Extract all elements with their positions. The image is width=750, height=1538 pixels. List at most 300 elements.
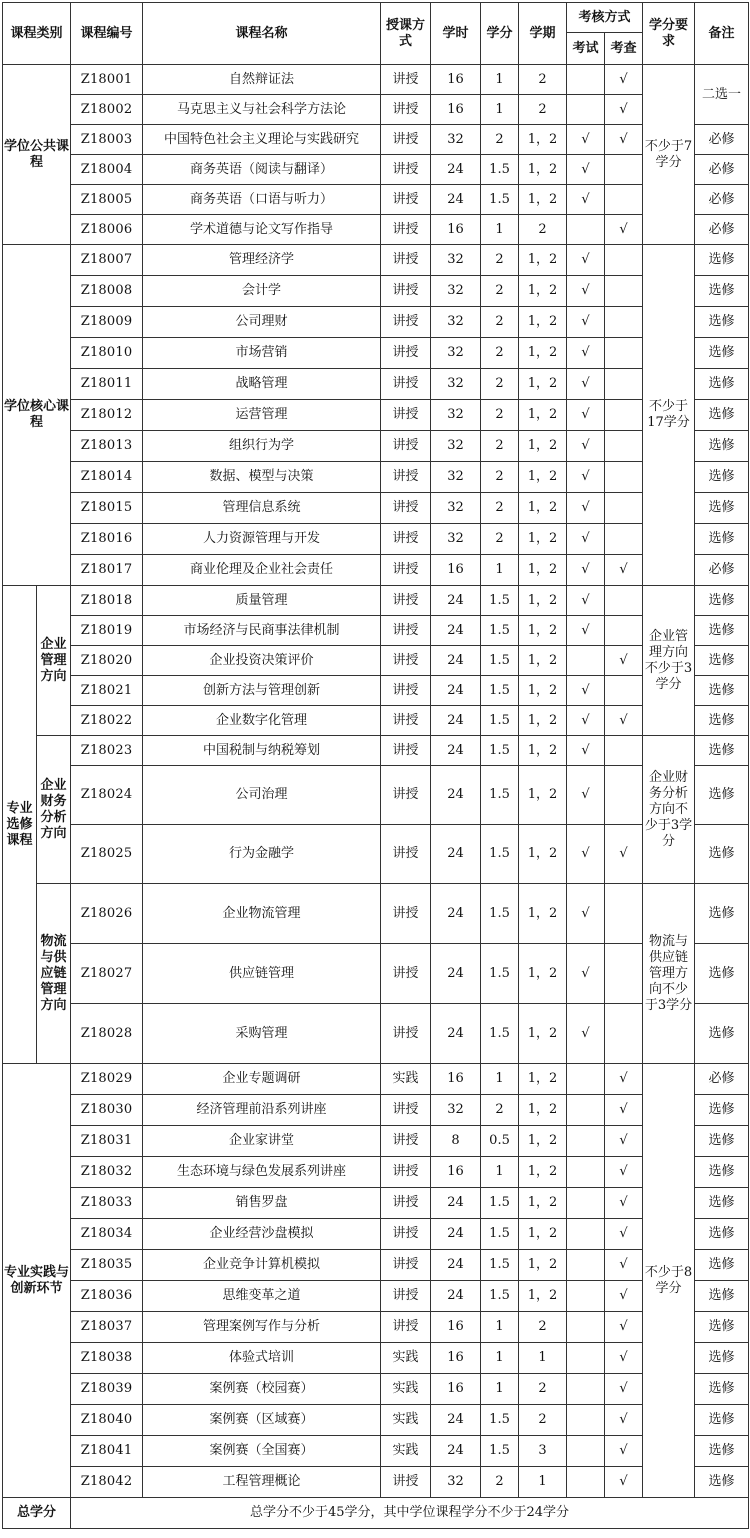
course-name: 销售罗盘 bbox=[143, 1188, 381, 1219]
table-row bbox=[3, 944, 749, 1004]
exam-check-mark: √ bbox=[567, 1004, 605, 1064]
course-code: Z18038 bbox=[71, 1343, 143, 1374]
course-note: 选修 bbox=[695, 524, 749, 555]
course-code: Z18037 bbox=[71, 1312, 143, 1343]
course-credits: 1.5 bbox=[481, 1405, 519, 1436]
course-credits: 1.5 bbox=[481, 825, 519, 884]
course-hours: 24 bbox=[431, 646, 481, 676]
course-note: 选修 bbox=[695, 369, 749, 400]
table-row bbox=[3, 155, 749, 185]
course-term: 1，2 bbox=[519, 369, 567, 400]
check-mark bbox=[605, 400, 643, 431]
course-code: Z18004 bbox=[71, 155, 143, 185]
check-mark bbox=[605, 1004, 643, 1064]
course-method: 讲授 bbox=[381, 616, 431, 646]
course-credits: 1.5 bbox=[481, 1004, 519, 1064]
course-name: 企业经营沙盘模拟 bbox=[143, 1219, 381, 1250]
course-code: Z18016 bbox=[71, 524, 143, 555]
course-note: 选修 bbox=[695, 1467, 749, 1498]
course-hours: 24 bbox=[431, 185, 481, 215]
course-hours: 24 bbox=[431, 586, 481, 616]
check-mark bbox=[605, 766, 643, 825]
check-mark bbox=[605, 462, 643, 493]
course-method: 讲授 bbox=[381, 95, 431, 125]
course-term: 1，2 bbox=[519, 431, 567, 462]
course-credits: 1 bbox=[481, 95, 519, 125]
check-mark bbox=[605, 944, 643, 1004]
table-row bbox=[3, 245, 749, 276]
check-mark: √ bbox=[605, 95, 643, 125]
course-method: 讲授 bbox=[381, 1157, 431, 1188]
course-method: 讲授 bbox=[381, 1095, 431, 1126]
check-mark bbox=[605, 369, 643, 400]
table-row bbox=[3, 1343, 749, 1374]
course-note: 选修 bbox=[695, 825, 749, 884]
course-note: 选修 bbox=[695, 338, 749, 369]
exam-check-mark bbox=[567, 1374, 605, 1405]
course-term: 1，2 bbox=[519, 1004, 567, 1064]
check-mark: √ bbox=[605, 1064, 643, 1095]
course-hours: 24 bbox=[431, 1219, 481, 1250]
course-hours: 32 bbox=[431, 307, 481, 338]
total-row bbox=[3, 1498, 749, 1529]
course-credits: 1.5 bbox=[481, 676, 519, 706]
course-method: 讲授 bbox=[381, 884, 431, 944]
course-method: 讲授 bbox=[381, 65, 431, 95]
course-code: Z18040 bbox=[71, 1405, 143, 1436]
course-term: 1，2 bbox=[519, 493, 567, 524]
credit-requirement-direction: 企业财务分析方向不少于3学分 bbox=[643, 736, 695, 884]
course-name: 案例赛（区域赛） bbox=[143, 1405, 381, 1436]
course-term: 1，2 bbox=[519, 736, 567, 766]
table-row bbox=[3, 462, 749, 493]
course-note: 选修 bbox=[695, 1250, 749, 1281]
course-name: 战略管理 bbox=[143, 369, 381, 400]
course-hours: 8 bbox=[431, 1126, 481, 1157]
course-hours: 16 bbox=[431, 95, 481, 125]
course-name: 案例赛（全国赛） bbox=[143, 1436, 381, 1467]
exam-check-mark bbox=[567, 1157, 605, 1188]
course-hours: 32 bbox=[431, 400, 481, 431]
check-mark: √ bbox=[605, 215, 643, 245]
table-header bbox=[3, 3, 749, 65]
course-term: 1，2 bbox=[519, 1095, 567, 1126]
course-name: 中国税制与纳税筹划 bbox=[143, 736, 381, 766]
exam-check-mark bbox=[567, 1405, 605, 1436]
course-method: 讲授 bbox=[381, 1004, 431, 1064]
course-hours: 24 bbox=[431, 1281, 481, 1312]
exam-check-mark: √ bbox=[567, 493, 605, 524]
table-body bbox=[3, 65, 749, 1529]
course-credits: 1.5 bbox=[481, 766, 519, 825]
course-note: 必修 bbox=[695, 155, 749, 185]
course-term: 1，2 bbox=[519, 555, 567, 586]
check-mark: √ bbox=[605, 1374, 643, 1405]
course-hours: 16 bbox=[431, 555, 481, 586]
table-row bbox=[3, 1095, 749, 1126]
check-mark bbox=[605, 736, 643, 766]
direction-label: 企业管理方向 bbox=[37, 586, 71, 736]
course-hours: 32 bbox=[431, 431, 481, 462]
course-hours: 32 bbox=[431, 125, 481, 155]
course-credits: 1 bbox=[481, 1343, 519, 1374]
check-mark bbox=[605, 676, 643, 706]
exam-check-mark: √ bbox=[567, 766, 605, 825]
exam-check-mark: √ bbox=[567, 825, 605, 884]
course-hours: 32 bbox=[431, 1095, 481, 1126]
course-method: 实践 bbox=[381, 1405, 431, 1436]
check-mark: √ bbox=[605, 1405, 643, 1436]
course-code: Z18010 bbox=[71, 338, 143, 369]
course-name: 管理信息系统 bbox=[143, 493, 381, 524]
course-code: Z18013 bbox=[71, 431, 143, 462]
course-note: 选修 bbox=[695, 736, 749, 766]
course-name: 市场营销 bbox=[143, 338, 381, 369]
check-mark: √ bbox=[605, 555, 643, 586]
exam-check-mark: √ bbox=[567, 155, 605, 185]
course-name: 公司理财 bbox=[143, 307, 381, 338]
course-hours: 32 bbox=[431, 524, 481, 555]
direction-label: 物流与供应链管理方向 bbox=[37, 884, 71, 1064]
exam-check-mark bbox=[567, 1250, 605, 1281]
table-row bbox=[3, 1374, 749, 1405]
check-mark: √ bbox=[605, 125, 643, 155]
course-term: 1，2 bbox=[519, 400, 567, 431]
course-method: 讲授 bbox=[381, 400, 431, 431]
course-hours: 24 bbox=[431, 1405, 481, 1436]
course-code: Z18023 bbox=[71, 736, 143, 766]
credit-requirement-core: 不少于17学分 bbox=[643, 245, 695, 586]
exam-check-mark bbox=[567, 1219, 605, 1250]
course-name: 采购管理 bbox=[143, 1004, 381, 1064]
course-code: Z18028 bbox=[71, 1004, 143, 1064]
table-row bbox=[3, 1126, 749, 1157]
exam-check-mark bbox=[567, 65, 605, 95]
table-row bbox=[3, 616, 749, 646]
exam-check-mark: √ bbox=[567, 276, 605, 307]
exam-check-mark: √ bbox=[567, 884, 605, 944]
course-credits: 1 bbox=[481, 1064, 519, 1095]
course-code: Z18015 bbox=[71, 493, 143, 524]
course-note: 选修 bbox=[695, 1312, 749, 1343]
course-code: Z18022 bbox=[71, 706, 143, 736]
course-note: 选修 bbox=[695, 400, 749, 431]
table-row bbox=[3, 125, 749, 155]
course-note: 选修 bbox=[695, 766, 749, 825]
exam-check-mark: √ bbox=[567, 400, 605, 431]
course-name: 思维变革之道 bbox=[143, 1281, 381, 1312]
course-term: 1，2 bbox=[519, 825, 567, 884]
course-hours: 24 bbox=[431, 736, 481, 766]
course-note: 选修 bbox=[695, 245, 749, 276]
course-code: Z18012 bbox=[71, 400, 143, 431]
course-code: Z18029 bbox=[71, 1064, 143, 1095]
course-hours: 32 bbox=[431, 462, 481, 493]
course-hours: 24 bbox=[431, 944, 481, 1004]
exam-check-mark bbox=[567, 1188, 605, 1219]
course-term: 1，2 bbox=[519, 462, 567, 493]
course-code: Z18041 bbox=[71, 1436, 143, 1467]
course-note: 选修 bbox=[695, 706, 749, 736]
course-hours: 32 bbox=[431, 276, 481, 307]
credit-requirement-public: 不少于7学分 bbox=[643, 65, 695, 245]
course-code: Z18030 bbox=[71, 1095, 143, 1126]
course-method: 讲授 bbox=[381, 555, 431, 586]
table-row bbox=[3, 431, 749, 462]
course-hours: 24 bbox=[431, 825, 481, 884]
course-note: 选修 bbox=[695, 431, 749, 462]
course-name: 市场经济与民商事法律机制 bbox=[143, 616, 381, 646]
header-term: 学期 bbox=[519, 3, 567, 65]
exam-check-mark bbox=[567, 215, 605, 245]
course-name: 质量管理 bbox=[143, 586, 381, 616]
table-row bbox=[3, 524, 749, 555]
course-hours: 24 bbox=[431, 1188, 481, 1219]
course-note: 选修 bbox=[695, 944, 749, 1004]
header-hours: 学时 bbox=[431, 3, 481, 65]
course-name: 企业家讲堂 bbox=[143, 1126, 381, 1157]
course-hours: 32 bbox=[431, 245, 481, 276]
course-credits: 1.5 bbox=[481, 185, 519, 215]
course-code: Z18033 bbox=[71, 1188, 143, 1219]
course-note: 必修 bbox=[695, 185, 749, 215]
course-hours: 32 bbox=[431, 369, 481, 400]
course-hours: 16 bbox=[431, 1157, 481, 1188]
category-elective: 专业选修课程 bbox=[3, 586, 37, 1064]
course-hours: 24 bbox=[431, 1250, 481, 1281]
course-hours: 24 bbox=[431, 676, 481, 706]
course-code: Z18025 bbox=[71, 825, 143, 884]
header-category: 课程类别 bbox=[3, 3, 71, 65]
course-note: 必修 bbox=[695, 215, 749, 245]
course-method: 讲授 bbox=[381, 369, 431, 400]
course-term: 1，2 bbox=[519, 307, 567, 338]
course-term: 1，2 bbox=[519, 676, 567, 706]
exam-check-mark: √ bbox=[567, 338, 605, 369]
check-mark bbox=[605, 524, 643, 555]
course-hours: 16 bbox=[431, 1312, 481, 1343]
course-name: 商务英语（口语与听力） bbox=[143, 185, 381, 215]
exam-check-mark bbox=[567, 646, 605, 676]
course-method: 实践 bbox=[381, 1436, 431, 1467]
check-mark bbox=[605, 185, 643, 215]
course-term: 1，2 bbox=[519, 155, 567, 185]
course-credits: 1.5 bbox=[481, 944, 519, 1004]
check-mark: √ bbox=[605, 1157, 643, 1188]
course-credits: 1 bbox=[481, 1157, 519, 1188]
course-method: 讲授 bbox=[381, 524, 431, 555]
course-term: 1，2 bbox=[519, 1064, 567, 1095]
course-hours: 24 bbox=[431, 616, 481, 646]
course-credits: 1.5 bbox=[481, 586, 519, 616]
table-row bbox=[3, 276, 749, 307]
credit-requirement-practice: 不少于8学分 bbox=[643, 1064, 695, 1498]
course-name: 企业专题调研 bbox=[143, 1064, 381, 1095]
course-term: 2 bbox=[519, 215, 567, 245]
course-term: 1，2 bbox=[519, 524, 567, 555]
check-mark bbox=[605, 586, 643, 616]
course-credits: 1 bbox=[481, 65, 519, 95]
table-row bbox=[3, 95, 749, 125]
course-note: 选修 bbox=[695, 276, 749, 307]
course-credits: 1 bbox=[481, 1312, 519, 1343]
course-code: Z18011 bbox=[71, 369, 143, 400]
course-note: 选修 bbox=[695, 586, 749, 616]
course-note: 选修 bbox=[695, 1343, 749, 1374]
course-method: 讲授 bbox=[381, 185, 431, 215]
table-row bbox=[3, 586, 749, 616]
course-method: 讲授 bbox=[381, 462, 431, 493]
course-term: 1，2 bbox=[519, 245, 567, 276]
course-term: 1，2 bbox=[519, 586, 567, 616]
course-hours: 32 bbox=[431, 493, 481, 524]
table-row bbox=[3, 1064, 749, 1095]
course-term: 1，2 bbox=[519, 884, 567, 944]
check-mark bbox=[605, 307, 643, 338]
course-hours: 24 bbox=[431, 1004, 481, 1064]
course-code: Z18019 bbox=[71, 616, 143, 646]
check-mark: √ bbox=[605, 1343, 643, 1374]
course-method: 讲授 bbox=[381, 1281, 431, 1312]
course-term: 2 bbox=[519, 65, 567, 95]
credit-requirement-direction: 企业管理方向不少于3学分 bbox=[643, 586, 695, 736]
exam-check-mark: √ bbox=[567, 706, 605, 736]
course-term: 2 bbox=[519, 1312, 567, 1343]
course-hours: 16 bbox=[431, 65, 481, 95]
check-mark: √ bbox=[605, 1467, 643, 1498]
check-mark: √ bbox=[605, 65, 643, 95]
course-note: 选修 bbox=[695, 1281, 749, 1312]
course-name: 生态环境与绿色发展系列讲座 bbox=[143, 1157, 381, 1188]
course-code: Z18017 bbox=[71, 555, 143, 586]
table-row bbox=[3, 338, 749, 369]
exam-check-mark bbox=[567, 1281, 605, 1312]
course-name: 运营管理 bbox=[143, 400, 381, 431]
check-mark: √ bbox=[605, 1281, 643, 1312]
course-method: 讲授 bbox=[381, 1126, 431, 1157]
table-row bbox=[3, 369, 749, 400]
table-row bbox=[3, 706, 749, 736]
total-label: 总学分 bbox=[3, 1498, 71, 1529]
course-name: 企业物流管理 bbox=[143, 884, 381, 944]
exam-check-mark bbox=[567, 1126, 605, 1157]
course-term: 1 bbox=[519, 1343, 567, 1374]
course-name: 公司治理 bbox=[143, 766, 381, 825]
course-hours: 16 bbox=[431, 1343, 481, 1374]
course-hours: 24 bbox=[431, 1436, 481, 1467]
course-term: 1，2 bbox=[519, 1126, 567, 1157]
course-name: 会计学 bbox=[143, 276, 381, 307]
course-hours: 16 bbox=[431, 1374, 481, 1405]
course-credits: 1 bbox=[481, 215, 519, 245]
course-term: 1，2 bbox=[519, 1188, 567, 1219]
exam-check-mark: √ bbox=[567, 307, 605, 338]
course-method: 讲授 bbox=[381, 586, 431, 616]
header-credit-requirement: 学分要求 bbox=[643, 3, 695, 65]
course-credits: 2 bbox=[481, 125, 519, 155]
course-name: 创新方法与管理创新 bbox=[143, 676, 381, 706]
course-name: 数据、模型与决策 bbox=[143, 462, 381, 493]
exam-check-mark: √ bbox=[567, 245, 605, 276]
table-row bbox=[3, 1219, 749, 1250]
course-code: Z18020 bbox=[71, 646, 143, 676]
course-note: 选修 bbox=[695, 1405, 749, 1436]
table-row bbox=[3, 736, 749, 766]
course-term: 1，2 bbox=[519, 276, 567, 307]
course-name: 商务英语（阅读与翻译） bbox=[143, 155, 381, 185]
table-row bbox=[3, 1312, 749, 1343]
course-code: Z18031 bbox=[71, 1126, 143, 1157]
check-mark bbox=[605, 431, 643, 462]
course-method: 讲授 bbox=[381, 155, 431, 185]
check-mark: √ bbox=[605, 825, 643, 884]
table-row bbox=[3, 1467, 749, 1498]
course-code: Z18005 bbox=[71, 185, 143, 215]
check-mark: √ bbox=[605, 1095, 643, 1126]
header-credits: 学分 bbox=[481, 3, 519, 65]
course-method: 讲授 bbox=[381, 1312, 431, 1343]
course-name: 马克思主义与社会科学方法论 bbox=[143, 95, 381, 125]
course-credits: 2 bbox=[481, 1467, 519, 1498]
course-name: 管理案例写作与分析 bbox=[143, 1312, 381, 1343]
course-note: 必修 bbox=[695, 555, 749, 586]
course-hours: 24 bbox=[431, 884, 481, 944]
course-name: 工程管理概论 bbox=[143, 1467, 381, 1498]
check-mark: √ bbox=[605, 1250, 643, 1281]
check-mark: √ bbox=[605, 646, 643, 676]
course-name: 体验式培训 bbox=[143, 1343, 381, 1374]
course-method: 讲授 bbox=[381, 125, 431, 155]
course-hours: 24 bbox=[431, 706, 481, 736]
course-code: Z18039 bbox=[71, 1374, 143, 1405]
table-row bbox=[3, 185, 749, 215]
header-row bbox=[3, 3, 749, 33]
course-method: 讲授 bbox=[381, 276, 431, 307]
course-credits: 1.5 bbox=[481, 646, 519, 676]
course-note: 选修 bbox=[695, 462, 749, 493]
course-hours: 16 bbox=[431, 215, 481, 245]
course-code: Z18014 bbox=[71, 462, 143, 493]
course-credits: 2 bbox=[481, 524, 519, 555]
course-credits: 2 bbox=[481, 369, 519, 400]
course-credits: 2 bbox=[481, 276, 519, 307]
course-name: 管理经济学 bbox=[143, 245, 381, 276]
course-code: Z18027 bbox=[71, 944, 143, 1004]
course-credits: 1.5 bbox=[481, 616, 519, 646]
exam-check-mark: √ bbox=[567, 431, 605, 462]
course-credits: 2 bbox=[481, 400, 519, 431]
table-row bbox=[3, 307, 749, 338]
table-row bbox=[3, 884, 749, 944]
course-name: 人力资源管理与开发 bbox=[143, 524, 381, 555]
header-exam: 考试 bbox=[567, 33, 605, 65]
course-name: 组织行为学 bbox=[143, 431, 381, 462]
course-note: 选修 bbox=[695, 1157, 749, 1188]
table-row bbox=[3, 555, 749, 586]
credit-requirement-direction: 物流与供应链管理方向不少于3学分 bbox=[643, 884, 695, 1064]
course-credits: 1.5 bbox=[481, 736, 519, 766]
check-mark bbox=[605, 493, 643, 524]
exam-check-mark: √ bbox=[567, 369, 605, 400]
category-practice: 专业实践与创新环节 bbox=[3, 1064, 71, 1498]
table-row bbox=[3, 1157, 749, 1188]
exam-check-mark bbox=[567, 1343, 605, 1374]
course-method: 讲授 bbox=[381, 736, 431, 766]
course-name: 企业数字化管理 bbox=[143, 706, 381, 736]
course-note: 选修 bbox=[695, 1374, 749, 1405]
header-code: 课程编号 bbox=[71, 3, 143, 65]
course-code: Z18008 bbox=[71, 276, 143, 307]
